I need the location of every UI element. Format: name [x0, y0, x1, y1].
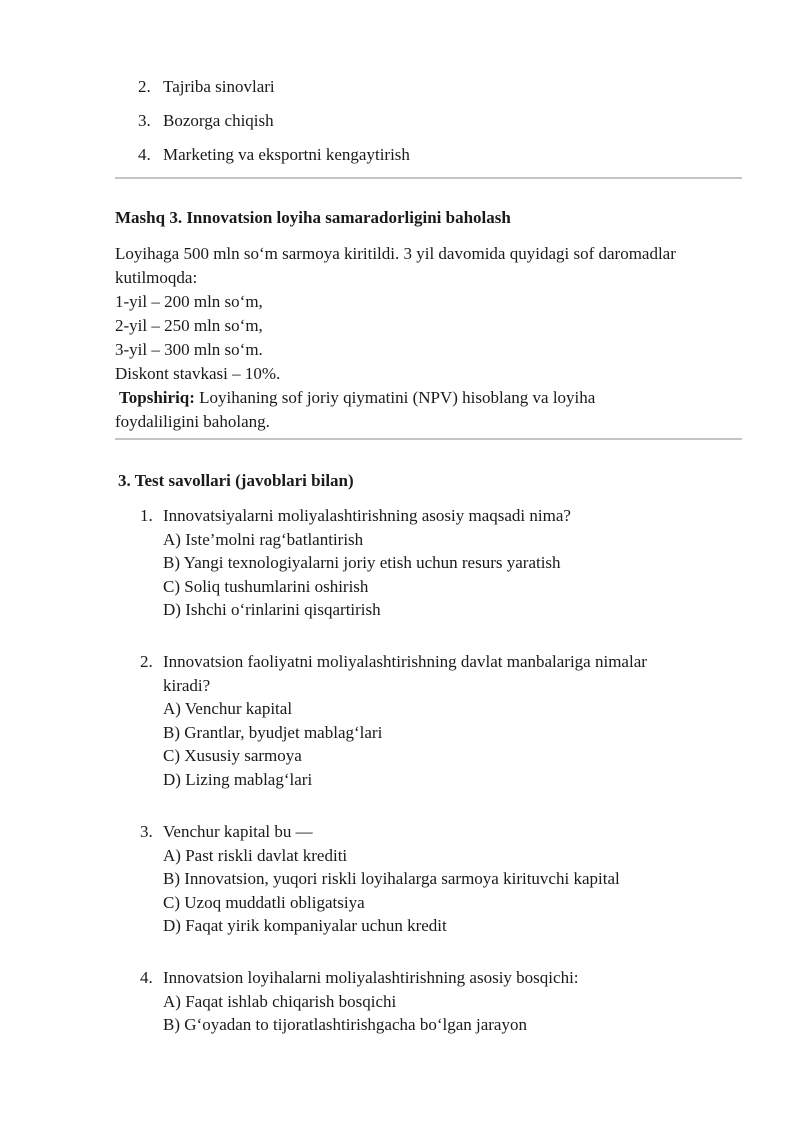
task-text: Loyihaning sof joriy qiymatini (NPV) hisoblang va loyiha: [194, 388, 596, 407]
question-text-continued: kiradi?: [163, 675, 211, 695]
exercise-body: [115, 242, 745, 434]
test-question: [140, 504, 740, 622]
task-line: foydaliligini baholang.: [115, 412, 270, 431]
question-number: 3.: [140, 822, 153, 841]
section-heading: 3. Test savollari (javoblari bilan): [118, 471, 354, 490]
exercise-line: kutilmoqda:: [115, 268, 198, 287]
question-stem: [140, 650, 740, 674]
answer-option: A) Past riskli davlat krediti: [163, 845, 348, 865]
question-text: Innovatsion loyihalarni moliyalashtirishning asosiy bosqichi:: [163, 968, 579, 987]
test-question: [140, 650, 740, 791]
list-number: 2.: [138, 77, 151, 96]
list-text: Bozorga chiqish: [163, 111, 274, 130]
answer-option: A) Faqat ishlab chiqarish bosqichi: [163, 991, 397, 1011]
exercise-line: 3-yil – 300 mln so‘m.: [115, 340, 263, 359]
answer-option: B) Innovatsion, yuqori riskli loyihalarga sarmoya kirituvchi kapital: [163, 869, 620, 888]
exercise-line: Loyihaga 500 mln so‘m sarmoya kiritildi. 3 yil davomida quyidagi sof daromadlar: [115, 244, 676, 263]
stage-list: [138, 76, 410, 178]
answer-option: D) Lizing mablag‘lari: [163, 769, 313, 789]
question-number: 4.: [140, 968, 153, 987]
answer-option: B) Yangi texnologiyalarni joriy etish uchun resurs yaratish: [163, 553, 561, 572]
test-question: [140, 966, 740, 1037]
task-line: [115, 386, 745, 410]
question-text: Innovatsion faoliyatni moliyalashtirishning davlat manbalariga nimalar: [163, 652, 647, 671]
question-stem: [140, 504, 740, 528]
answer-option: D) Ishchi o‘rinlarini qisqartirish: [163, 600, 381, 619]
list-text: Marketing va eksportni kengaytirish: [163, 145, 410, 164]
answer-option: C) Soliq tushumlarini oshirish: [163, 576, 369, 596]
answer-option: B) Grantlar, byudjet mablag‘lari: [163, 722, 383, 742]
question-number: 1.: [140, 506, 153, 525]
answer-option: A) Iste’molni rag‘batlantirish: [163, 529, 364, 549]
divider: [115, 438, 742, 440]
answer-option: C) Xususiy sarmoya: [163, 746, 302, 765]
exercise-line: 1-yil – 200 mln so‘m,: [115, 292, 263, 311]
list-number: 4.: [138, 145, 151, 164]
list-number: 3.: [138, 111, 151, 130]
question-text: Innovatsiyalarni moliyalashtirishning asosiy maqsadi nima?: [163, 506, 571, 525]
list-text: Tajriba sinovlari: [163, 77, 275, 96]
exercise-line: 2-yil – 250 mln so‘m,: [115, 316, 263, 335]
test-question: [140, 820, 740, 938]
answer-option: A) Venchur kapital: [163, 699, 293, 718]
question-number: 2.: [140, 652, 153, 671]
question-stem: [140, 966, 740, 990]
list-item: [138, 76, 410, 110]
divider: [115, 177, 742, 179]
task-label: Topshiriq:: [119, 388, 195, 407]
list-item: [138, 144, 410, 178]
list-item: [138, 110, 410, 144]
answer-option: D) Faqat yirik kompaniyalar uchun kredit: [163, 916, 447, 935]
question-stem: [140, 820, 740, 844]
answer-option: C) Uzoq muddatli obligatsiya: [163, 892, 365, 912]
exercise-line: Diskont stavkasi – 10%.: [115, 364, 281, 383]
exercise-title: Mashq 3. Innovatsion loyiha samaradorligini baholash: [115, 208, 511, 227]
answer-option: B) G‘oyadan to tijoratlashtirishgacha bo‘lgan jarayon: [163, 1015, 527, 1034]
question-text: Venchur kapital bu —: [163, 822, 313, 841]
